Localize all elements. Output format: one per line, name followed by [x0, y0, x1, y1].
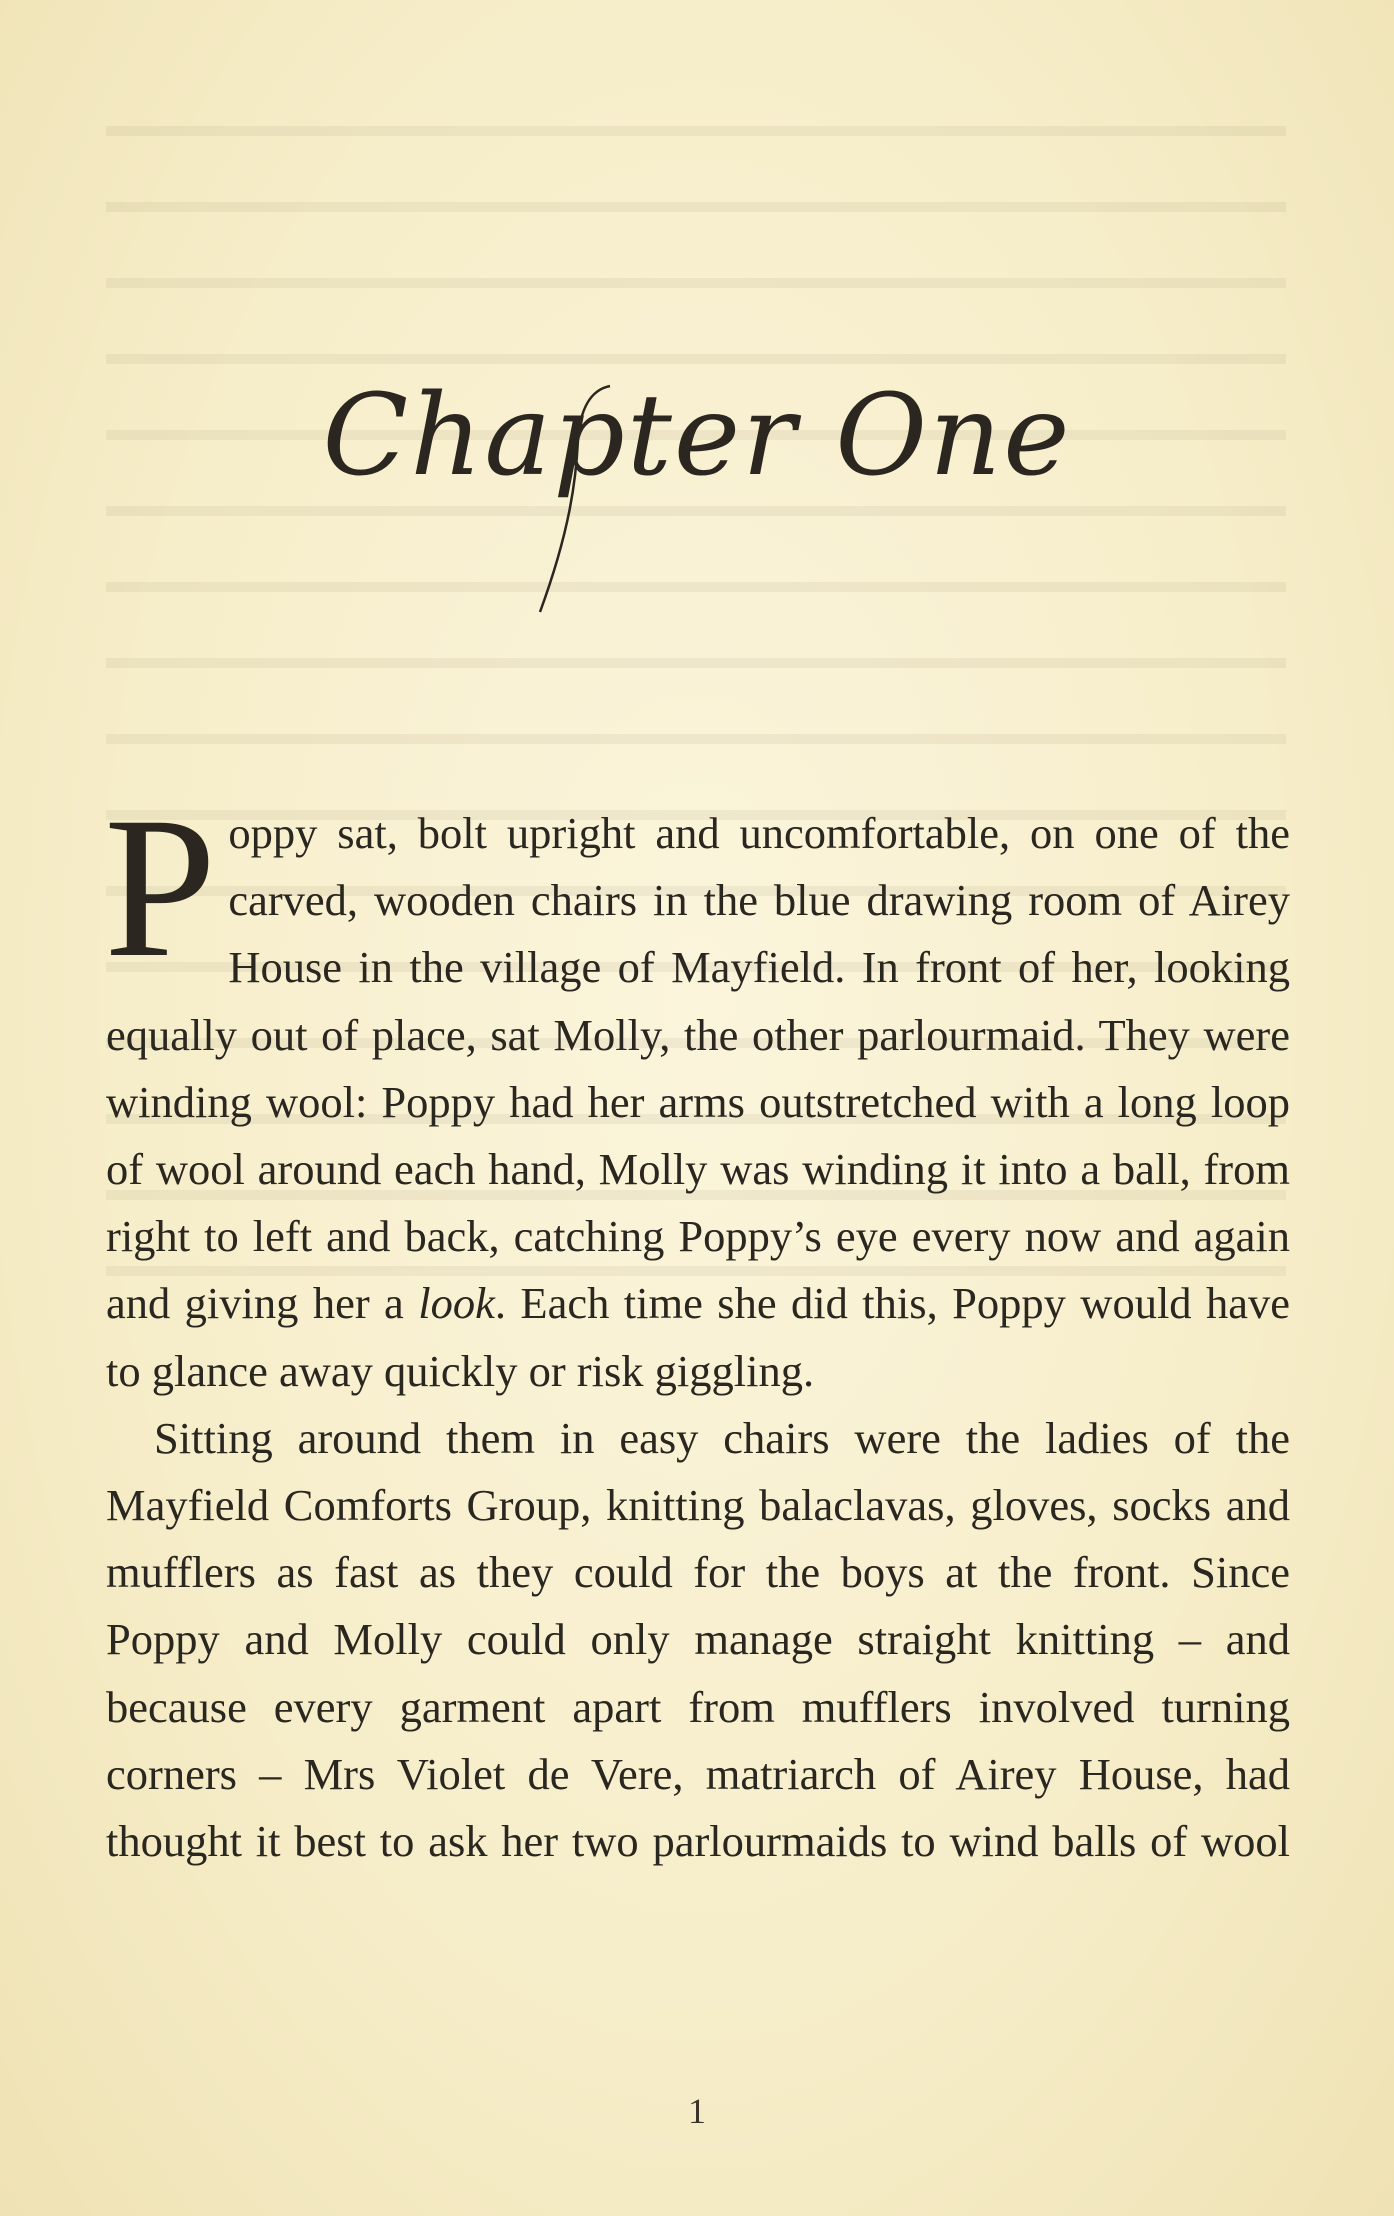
- paragraph-1-end: . Each time she did this, Poppy would have to glance away quickly or risk giggling.: [106, 1278, 1290, 1396]
- emphasis-look: look: [418, 1278, 495, 1329]
- paragraph-1-text: oppy sat, bolt upright and uncomfortable, on one of the carved, wooden chairs in the blue drawing room of Airey House in the village of Mayfield. In front of her, looking equally out of place, sat Molly, the other parlourmaid. They were winding wool: Poppy had her arms outstretched with a long loop of wool around each hand, Molly was winding it into a ball, from right to left and back, catching Poppy’s eye every now and again and giving her a: [106, 808, 1290, 1329]
- paragraph-2: Sitting around them in easy chairs were the ladies of the Mayfield Comforts Group, knitting balaclavas, gloves, socks and mufflers as fast as they could for the boys at the front. Since Poppy and Molly could only manage straight knitting – and because every garment apart from mufflers involved turning corners – Mrs Violet de Vere, matriarch of Airey House, had thought it best to ask her two parlourmaids to wind balls of wool: [106, 1412, 1290, 1867]
- paragraph-1: [104, 775, 1290, 1405]
- chapter-title: Chapter One: [322, 371, 1072, 501]
- page-number: 1: [688, 2091, 706, 2131]
- body-text: [104, 775, 1290, 1875]
- drop-cap: P: [104, 775, 217, 999]
